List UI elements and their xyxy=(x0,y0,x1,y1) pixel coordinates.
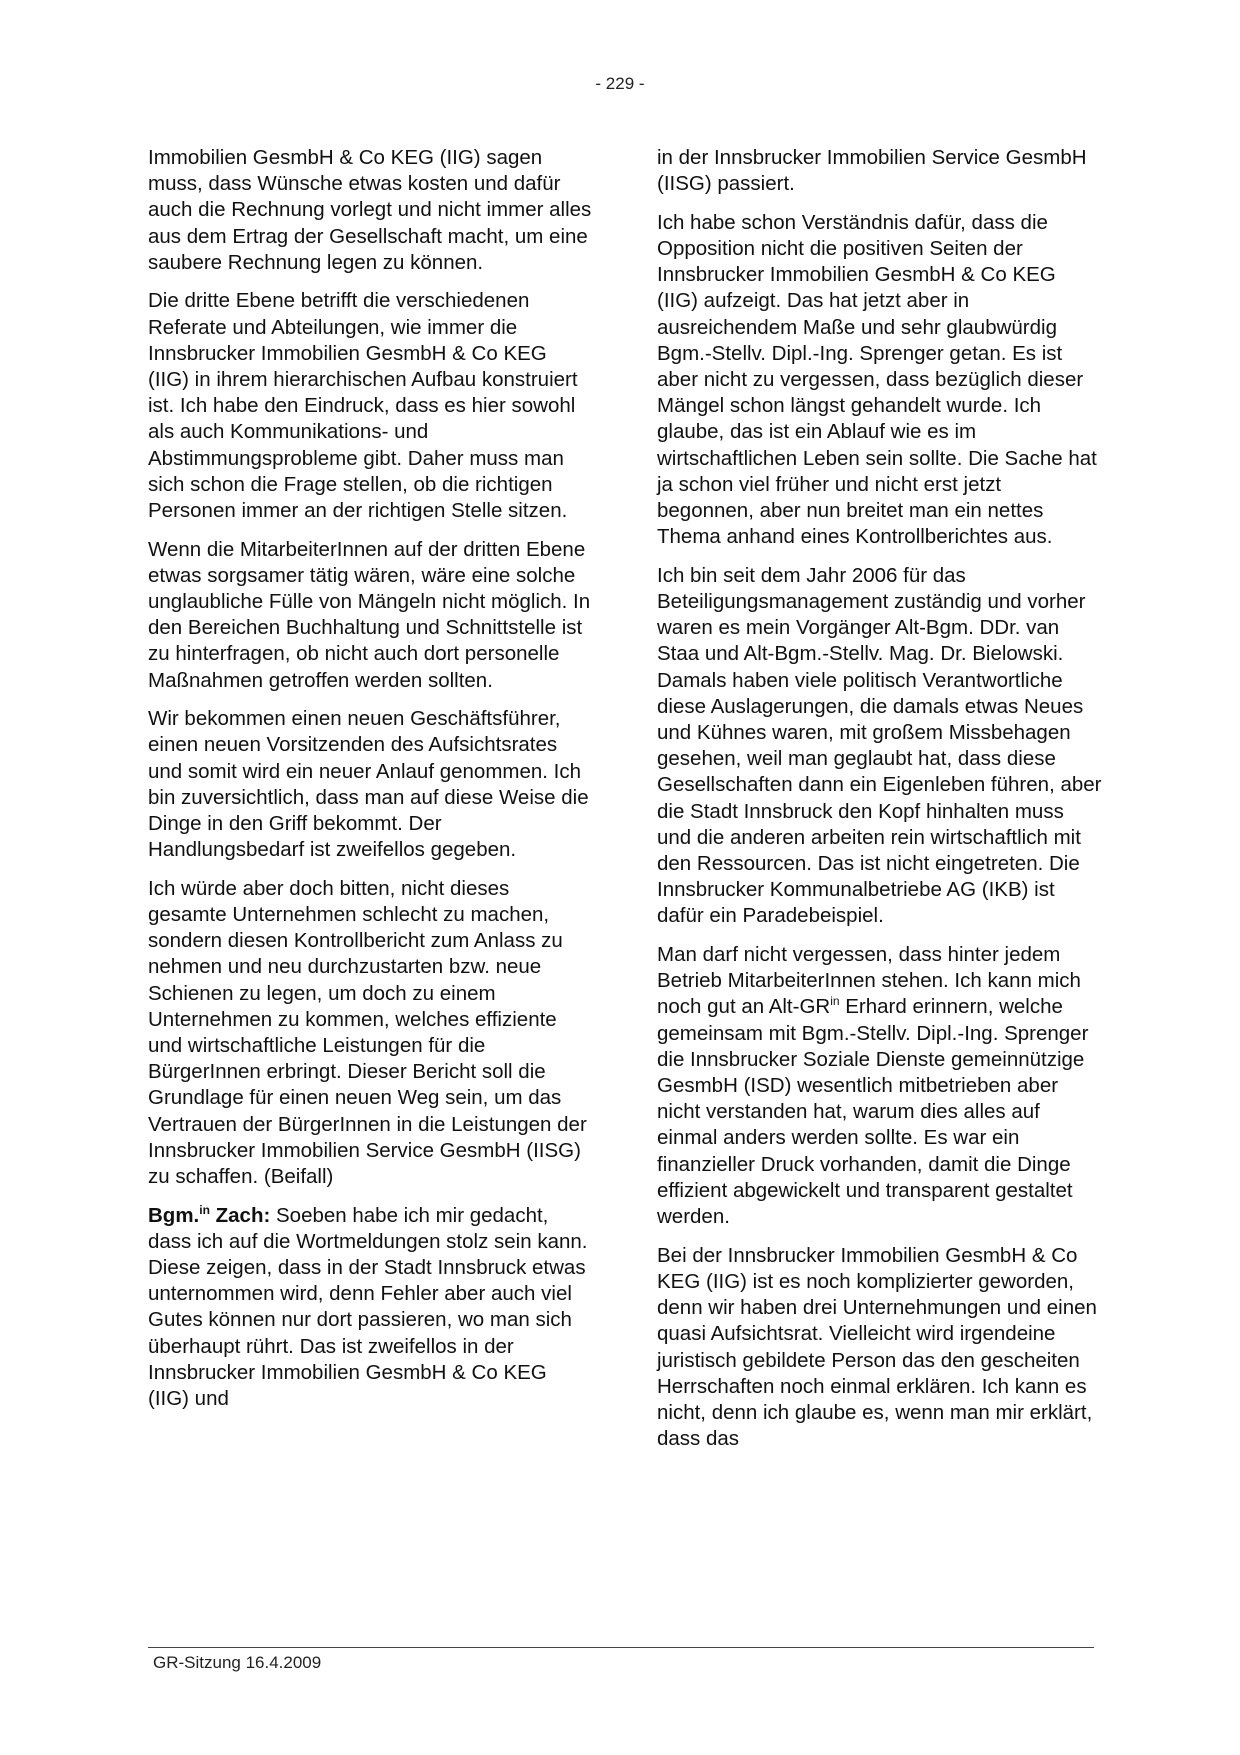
speaker-surname: Zach: xyxy=(209,1203,271,1227)
speaker-paragraph xyxy=(148,1203,593,1413)
paragraph: Die dritte Ebene betrifft die verschiedenen Referate und Abteilungen, wie immer die Innsbrucker Immobilien GesmbH & Co KEG (IIG) in ihrem hierarchischen Aufbau konstruiert ist. Ich habe den Eindruck, dass es hier sowohl als auch Kommunikations- und Abstimmungsprobleme gibt. Daher muss man sich schon die Frage stellen, ob die richtigen Personen immer an der richtigen Stelle sitzen. xyxy=(148,289,578,523)
footer-divider xyxy=(148,1647,1094,1648)
footer-session-label: GR-Sitzung 16.4.2009 xyxy=(153,1653,322,1672)
paragraph: Bei der Innsbrucker Immobilien GesmbH & Co KEG (IIG) ist es noch komplizierter geworden, denn wir haben drei Unternehmungen und einen quasi Aufsichtsrat. Vielleicht wird irgendeine juristisch gebildete Person das den gescheiten Herrschaften noch einmal erklären. Ich kann es nicht, denn ich glaube es, wenn man mir erklärt, dass das xyxy=(657,1243,1097,1451)
paragraph: Ich würde aber doch bitten, nicht dieses gesamte Unternehmen schlecht zu machen, sondern diesen Kontrollbericht zum Anlass zu nehmen und neu durchzustarten bzw. neue Schienen zu legen, um doch zu einem Unternehmen zu kommen, welches effiziente und wirtschaftliche Leistungen für die BürgerInnen erbringt. Dieser Bericht soll die Grundlage für einen neuen Weg sein, um das Vertrauen der BürgerInnen in die Leistungen der Innsbrucker Immobilien Service GesmbH (IISG) zu schaffen. (Beifall) xyxy=(148,876,587,1189)
paragraph: Ich habe schon Verständnis dafür, dass die Opposition nicht die positiven Seiten der Innsbrucker Immobilien GesmbH & Co KEG (IIG) aufzeigt. Das hat jetzt aber in ausreichendem Maße und sehr glaubwürdig Bgm.-Stellv. Dipl.-Ing. Sprenger getan. Es ist aber nicht zu vergessen, dass bezüglich dieser Mängel schon längst gehandelt wurde. Ich glaube, das ist ein Ablauf wie es im wirtschaftlichen Leben sein sollte. Die Sache hat ja schon viel früher und nicht erst jetzt begonnen, aber nun breitet man ein nettes Thema anhand eines Kontrollberichtes aus. xyxy=(657,210,1097,549)
page-number: - 229 - xyxy=(595,74,645,93)
paragraph: in der Innsbrucker Immobilien Service GesmbH (IISG) passiert. xyxy=(657,146,1087,196)
paragraph: Immobilien GesmbH & Co KEG (IIG) sagen muss, dass Wünsche etwas kosten und dafür auch die Rechnung vorlegt und nicht immer alles aus dem Ertrag der Gesellschaft macht, um eine saubere Rechnung legen zu können. xyxy=(148,146,592,274)
speech-text: Soeben habe ich mir gedacht, dass ich auf die Wortmeldungen stolz sein kann. Diese zeigen, dass in der Stadt Innsbruck etwas unternommen wird, denn Fehler aber auch viel Gutes können nur dort passieren, wo man sich überhaupt rührt. Das ist zweifellos in der Innsbrucker Immobilien GesmbH & Co KEG (IIG) und xyxy=(148,1203,588,1411)
paragraph: Ich bin seit dem Jahr 2006 für das Beteiligungsmanagement zuständig und vorher waren es mein Vorgänger Alt-Bgm. DDr. van Staa und Alt-Bgm.-Stellv. Mag. Dr. Bielowski. Damals haben viele politisch Verantwortliche diese Auslagerungen, die damals etwas Neues und Kühnes waren, mit großem Missbehagen gesehen, weil man geglaubt hat, dass diese Gesellschaften dann ein Eigenleben führen, aber die Stadt Innsbruck den Kopf hinhalten muss und die anderen arbeiten rein wirtschaftlich mit den Ressourcen. Das ist nicht eingetreten. Die Innsbrucker Kommunalbetriebe AG (IKB) ist dafür ein Paradebeispiel. xyxy=(657,563,1102,928)
speaker-name xyxy=(148,1204,270,1227)
paragraph-text: Erhard erinnern, welche gemeinsam mit Bgm.-Stellv. Dipl.-Ing. Sprenger die Innsbrucker Soziale Dienste gemeinnützige GesmbH (ISD) wesentlich mitbetrieben aber nicht verstanden hat, warum dies alles auf einmal anders werden sollte. Es war ein finanzieller Druck vorhanden, damit die Dinge effizient abgewickelt und transparent gestaltet werden. xyxy=(657,995,1089,1229)
left-column xyxy=(148,145,593,1425)
paragraph: Wir bekommen einen neuen Geschäftsführer, einen neuen Vorsitzenden des Aufsichtsrates und somit wird ein neuer Anlauf genommen. Ich bin zuversichtlich, dass man auf diese Weise die Dinge in den Griff bekommt. Der Handlungsbedarf ist zweifellos gegeben. xyxy=(148,707,589,862)
speaker-title: Bgm. xyxy=(148,1203,200,1227)
title-superscript: in xyxy=(830,994,840,1009)
paragraph-text: Man darf nicht vergessen, dass hinter jedem Betrieb MitarbeiterInnen stehen. Ich kann mich noch gut an Alt-GR xyxy=(657,943,1081,1019)
speaker-title-superscript: in xyxy=(199,1202,210,1217)
right-column xyxy=(657,145,1102,1465)
paragraph: Wenn die MitarbeiterInnen auf der dritten Ebene etwas sorgsamer tätig wären, wäre eine solche unglaubliche Fülle von Mängeln nicht möglich. In den Bereichen Buchhaltung und Schnittstelle ist zu hinterfragen, ob nicht auch dort personelle Maßnahmen getroffen werden sollten. xyxy=(148,537,591,692)
paragraph xyxy=(657,942,1102,1230)
